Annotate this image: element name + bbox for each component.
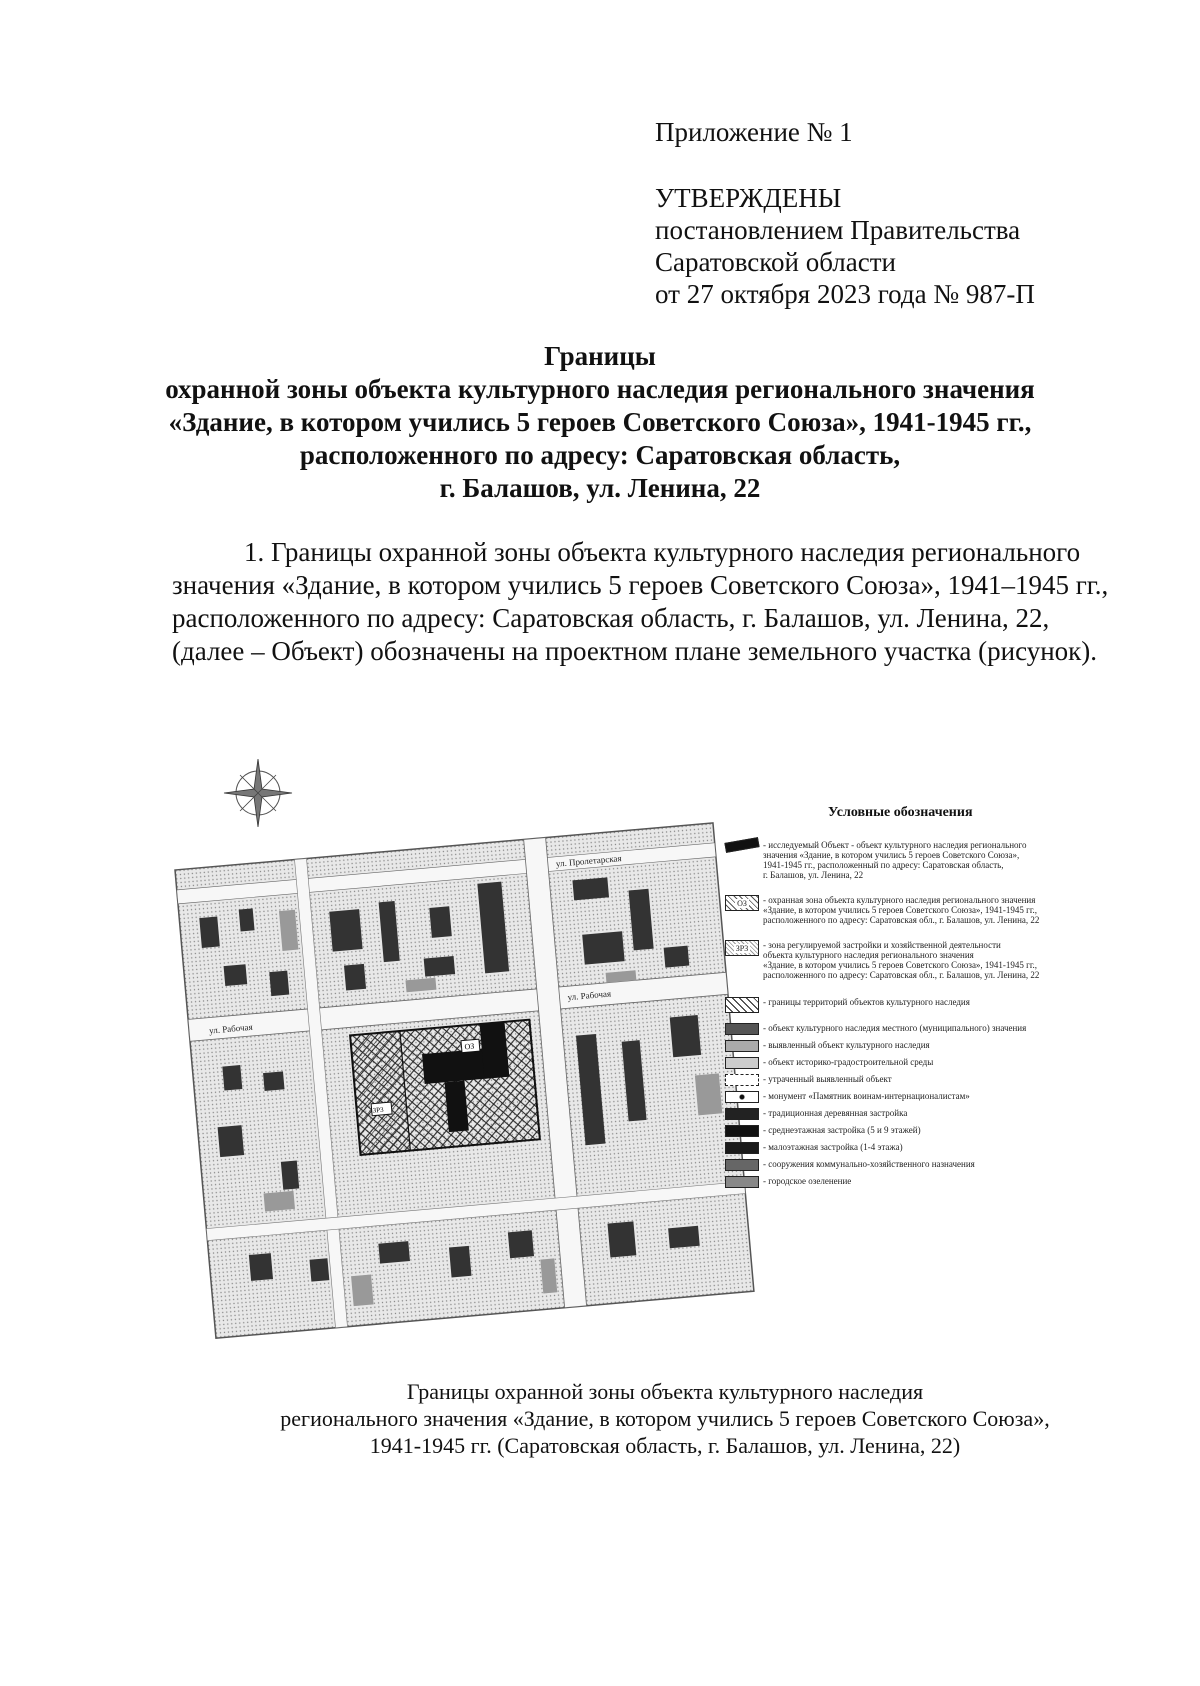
paragraph-line-1: 1. Границы охранной зоны объекта культурного наследия регионального — [244, 537, 1081, 567]
legend-text: - исследуемый Объект - объект культурного наследия регионального — [763, 840, 1027, 850]
title-line-2: охранной зоны объекта культурного наследия регионального значения — [165, 374, 1035, 404]
legend-text: - городское озеленение — [763, 1176, 852, 1186]
legend-swatch — [725, 1142, 759, 1154]
title-line-1: Границы — [544, 341, 656, 371]
legend-text: - зона регулируемой застройки и хозяйственной деятельности — [763, 940, 1001, 950]
street-label-1: ул. Пролетарская — [555, 853, 622, 869]
legend-swatch — [725, 1040, 759, 1052]
title-line-3: «Здание, в котором учились 5 героев Советского Союза», 1941-1945 гг., — [168, 407, 1032, 437]
legend-item-municipal-heritage — [725, 1023, 1125, 1035]
street-label-2: ул. Рабочая — [567, 988, 612, 1003]
legend-text: - выявленный объект культурного наследия — [763, 1040, 930, 1050]
legend-title: Условные обозначения — [828, 805, 973, 820]
annex-number: Приложение № 1 — [655, 117, 853, 147]
approved-label: УТВЕРЖДЕНЫ — [655, 183, 842, 213]
swatch-label: ОЗ — [737, 899, 747, 908]
legend-item-heritage-boundaries — [725, 997, 1125, 1013]
legend-text: значения «Здание, в котором учились 5 героев Советского Союза», — [763, 850, 1020, 860]
legend-text: объекта культурного наследия регионального значения — [763, 950, 974, 960]
legend-text: 1941-1945 гг., расположенный по адресу: Саратовская область, — [763, 860, 1004, 870]
legend-swatch — [725, 1125, 759, 1137]
legend-text: - среднеэтажная застройка (5 и 9 этажей) — [763, 1125, 921, 1135]
legend-swatch — [725, 1074, 759, 1086]
paragraph-line-2: значения «Здание, в котором учились 5 героев Советского Союза», 1941–1945 гг., — [172, 570, 1109, 600]
legend-swatch — [725, 1176, 759, 1188]
legend-text: «Здание, в котором учились 5 героев Советского Союза», 1941-1945 гг., — [763, 960, 1038, 970]
caption-line-3: 1941-1945 гг. (Саратовская область, г. Балашов, ул. Ленина, 22) — [369, 1433, 961, 1458]
legend-item-historic-environment — [725, 1057, 1125, 1069]
street-label-3: ул. Рабочая — [208, 1021, 254, 1036]
legend-item-monument — [725, 1091, 1125, 1103]
caption-line-1: Границы охранной зоны объекта культурного наследия — [406, 1379, 924, 1404]
legend-text: - сооружения коммунально-хозяйственного назначения — [763, 1159, 975, 1169]
legend-item-lowrise — [725, 1142, 1125, 1154]
legend-text: «Здание, в котором учились 5 героев Советского Союза», 1941-1945 гг., — [763, 905, 1038, 915]
map-sheet — [175, 823, 754, 1338]
legend-text: - малоэтажная застройка (1-4 этажа) — [763, 1142, 903, 1152]
caption-line-2: регионального значения «Здание, в котором учились 5 героев Советского Союза», — [280, 1406, 1050, 1431]
legend-swatch — [725, 1057, 759, 1069]
legend-text: - утраченный выявленный объект — [763, 1074, 892, 1084]
legend-item-protection-zone — [725, 895, 1125, 925]
legend-swatch-object — [724, 837, 759, 853]
legend-swatch-zr3 — [725, 940, 759, 956]
swatch-label: ЗР3 — [735, 944, 749, 953]
legend-swatch-o3 — [725, 895, 759, 911]
zone-label-o3: ОЗ — [464, 1041, 475, 1052]
zone-label-zr3: ЗР3 — [372, 1105, 384, 1115]
legend-item-regulated-zone — [725, 940, 1125, 980]
paragraph-line-3: расположенного по адресу: Саратовская область, г. Балашов, ул. Ленина, 22, — [172, 603, 1050, 633]
legend-swatch — [725, 1108, 759, 1120]
legend-item-midrise — [725, 1125, 1125, 1137]
legend-item-identified-heritage — [725, 1040, 1125, 1052]
approval-line-3: от 27 октября 2023 года № 987-П — [655, 279, 1035, 309]
legend-item-lost-object — [725, 1074, 1125, 1086]
legend-text: - охранная зона объекта культурного наследия регионального значения — [763, 895, 1036, 905]
legend-item-wooden — [725, 1108, 1125, 1120]
legend-text: г. Балашов, ул. Ленина, 22 — [763, 870, 864, 880]
title-line-5: г. Балашов, ул. Ленина, 22 — [439, 473, 761, 503]
legend-swatch-hatch — [725, 997, 759, 1013]
legend-text: расположенного по адресу: Саратовская обл., г. Балашов, ул. Ленина, 22 — [763, 915, 1040, 925]
figure-caption — [200, 1378, 1130, 1459]
legend-text: - традиционная деревянная застройка — [763, 1108, 908, 1118]
legend-swatch — [725, 1023, 759, 1035]
legend-text: - монумент «Памятник воинам-интернационалистам» — [763, 1091, 970, 1101]
legend-swatch — [725, 1091, 759, 1103]
legend-item-utility — [725, 1159, 1125, 1171]
legend-item-greenery — [725, 1176, 1125, 1188]
legend-text: - границы территорий объектов культурного наследия — [763, 997, 970, 1007]
approval-line-2: Саратовской области — [655, 247, 896, 277]
compass-rose-icon — [224, 759, 292, 827]
title-line-4: расположенного по адресу: Саратовская область, — [299, 440, 901, 470]
paragraph-line-4: (далее – Объект) обозначены на проектном плане земельного участка (рисунок). — [172, 636, 1098, 666]
approval-line-1: постановлением Правительства — [655, 215, 1021, 245]
legend-text: расположенного по адресу: Саратовская обл., г. Балашов, ул. Ленина, 22 — [763, 970, 1040, 980]
legend-text: - объект историко-градостроительной среды — [763, 1057, 934, 1067]
legend-item-object — [725, 840, 1125, 880]
legend-text: - объект культурного наследия местного (муниципального) значения — [763, 1023, 1027, 1033]
legend-swatch — [725, 1159, 759, 1171]
